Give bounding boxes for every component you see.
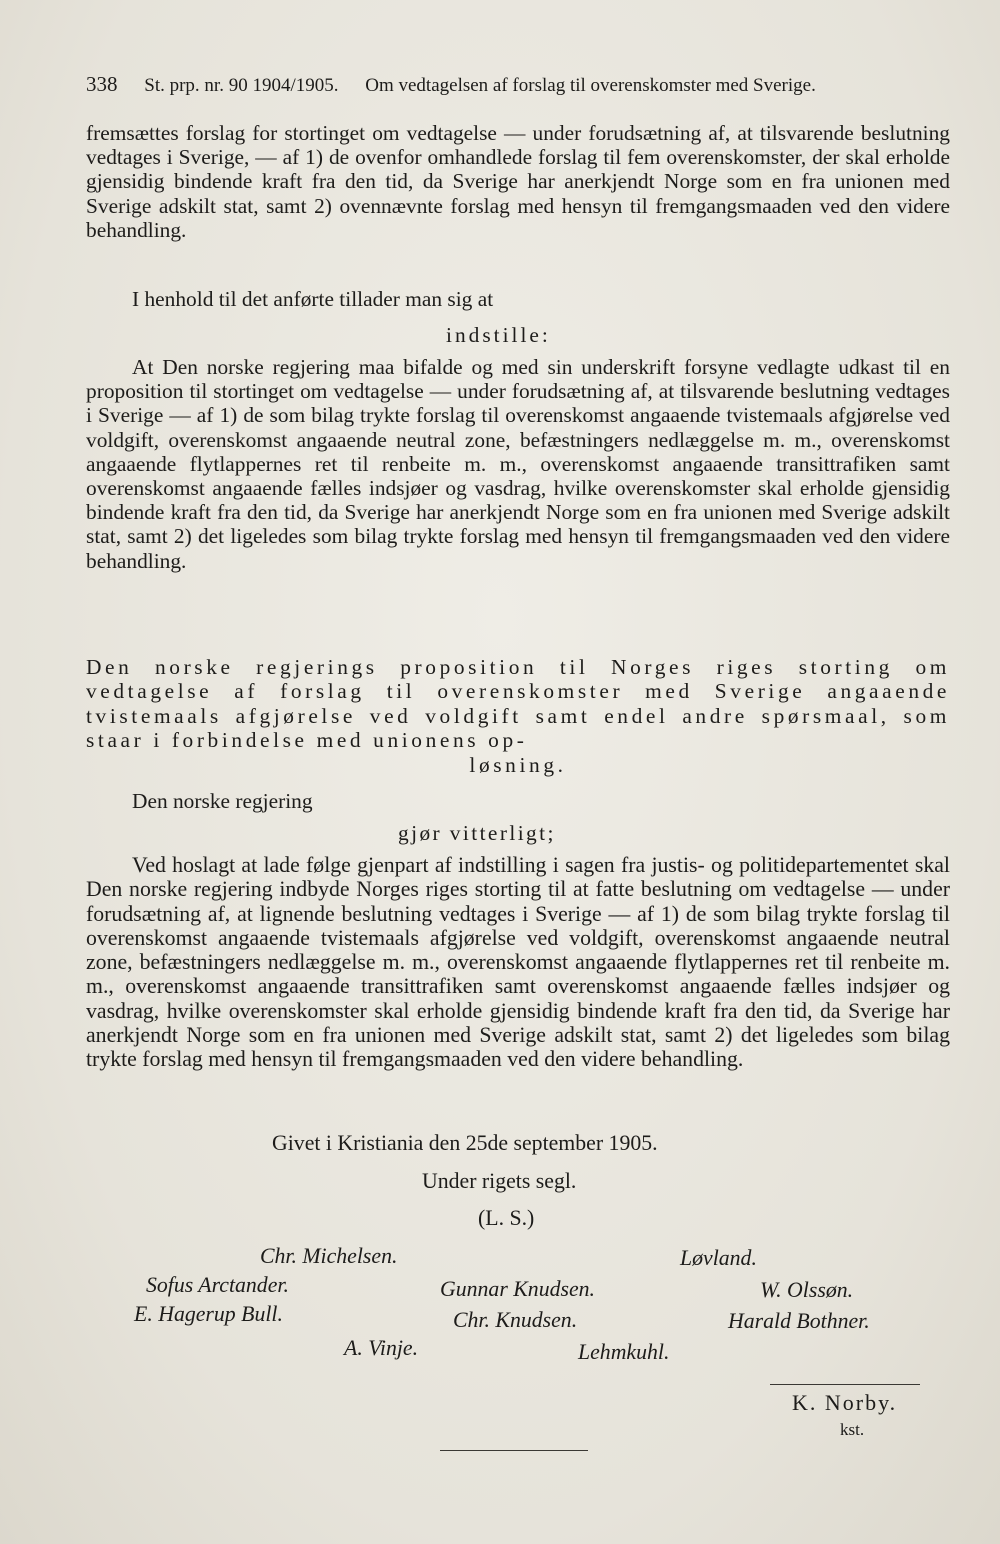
paragraph-2: I henhold til det anførte tillader man sig at bbox=[132, 287, 494, 311]
proposition-title-main: Den norske regjerings proposition til Norges riges storting om vedtagelse af forslag til overenskomster med Sverige angaaende tvistemaals afgjørelse ved voldgift samt endel andre spørsmaal, som staar i forbindelse med unionens op- bbox=[86, 655, 950, 753]
page-number: 338 bbox=[86, 72, 118, 96]
signature: Løvland. bbox=[680, 1246, 757, 1270]
paragraph-4: Ved hoslagt at lade følge gjenpart af indstilling i sagen fra justis- og politidepartementet skal Den norske regjering indbyde Norges riges storting til at fatte beslutning om vedtagelse — under forudsætning af, at lignende beslutning vedtages i Sverige — af 1) de som bilag trykte forslag til overenskomst angaaende tvistemaals afgjørelse ved voldgift, overenskomst angaaende neutral zone, befæstningers nedlæggelse m. m., overenskomst angaaende flytlappernes ret til renbeite m. m., overenskomst angaaende transittrafiken samt overenskomst angaaende fælles indsjøer og vasdrag, hvilke overenskomster skal erholde gjensidig bindende kraft fra den tid, da Sverige har anerkjendt Norge som en fra unionen med Sverige adskilt stat, samt 2) det ligeledes som bilag trykte forslag med hensyn til fremgangsmaaden ved den videre behandling. bbox=[86, 853, 950, 1072]
locus-sigilli: (L. S.) bbox=[478, 1206, 535, 1230]
signature: Chr. Michelsen. bbox=[260, 1244, 398, 1268]
dated-line: Givet i Kristiania den 25de september 1905. bbox=[272, 1131, 658, 1155]
seal-line: Under rigets segl. bbox=[422, 1169, 577, 1193]
signature: W. Olssøn. bbox=[760, 1278, 854, 1302]
proposition-title-last: løsning. bbox=[469, 752, 567, 777]
signature: Harald Bothner. bbox=[728, 1309, 870, 1333]
header-title: Om vedtagelsen af forslag til overenskomster med Sverige. bbox=[365, 75, 816, 96]
signature: E. Hagerup Bull. bbox=[134, 1302, 283, 1326]
paragraph-3: At Den norske regjering maa bifalde og med sin underskrift forsyne vedlagte udkast til en proposition til stortinget om vedtagelse — under forudsætning af, at tilsvarende beslutning vedtages i Sverige — af 1) de som bilag trykte forslag til overenskomst angaaende tvistemaals afgjørelse ved voldgift, overenskomst angaaende neutral zone, befæstningers nedlæggelse m. m., overenskomst angaaende flytlappernes ret til renbeite m. m., overenskomst angaaende transittrafiken samt overenskomst angaaende fælles indsjøer og vasdrag, hvilke overenskomster skal erholde gjensidig bindende kraft fra den tid, da Sverige har anerkjendt Norge som en fra unionen med Sverige adskilt stat, samt 2) det ligeledes som bilag trykte forslag med hensyn til fremgangsmaaden ved den videre behandling. bbox=[86, 355, 950, 573]
countersignature-title: kst. bbox=[840, 1420, 865, 1439]
countersignature: K. Norby. bbox=[792, 1390, 898, 1415]
page-header bbox=[86, 72, 966, 97]
signature: Lehmkuhl. bbox=[578, 1340, 670, 1364]
signature: Chr. Knudsen. bbox=[453, 1308, 578, 1332]
signature: Sofus Arctander. bbox=[146, 1273, 289, 1297]
proposition-reference: St. prp. nr. 90 1904/1905. bbox=[144, 75, 339, 96]
indstille-heading: indstille: bbox=[446, 323, 551, 347]
end-rule bbox=[440, 1450, 588, 1451]
paragraph-1: fremsættes forslag for stortinget om vedtagelse — under forudsætning af, at tilsvarende beslutning vedtages i Sverige, — af 1) de ovenfor omhandlede forslag til fem overenskomster, der skal erholde gjensidig bindende kraft fra den tid, da Sverige har anerkjendt Norge som en fra unionen med Sverige adskilt stat, samt 2) ovennævnte forslag med hensyn til fremgangsmaaden ved den videre behandling. bbox=[86, 121, 950, 242]
regjering-line: Den norske regjering bbox=[132, 789, 313, 813]
vitterligt-line: gjør vitterligt; bbox=[398, 821, 556, 845]
signature: Gunnar Knudsen. bbox=[440, 1277, 596, 1301]
signature: A. Vinje. bbox=[344, 1336, 419, 1360]
divider-rule bbox=[770, 1384, 920, 1385]
proposition-title bbox=[86, 655, 950, 777]
